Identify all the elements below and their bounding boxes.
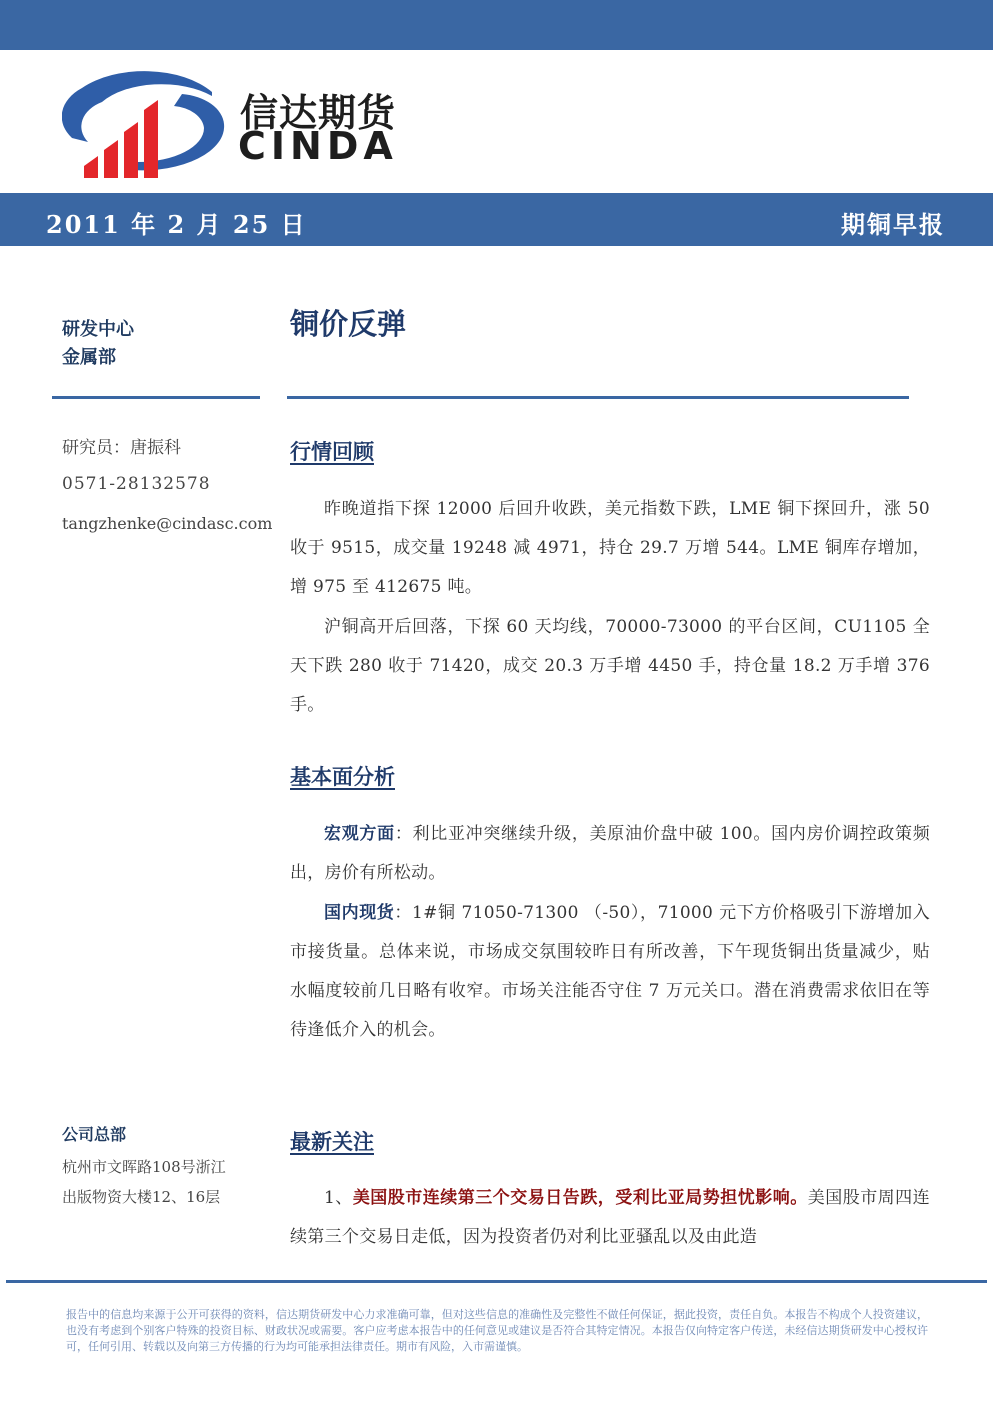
item-text: 美国股市周四连续第三个交易日走低，因为投资者仍对利比亚骚乱以及由此造 [290,1188,930,1247]
spot-label: 国内现货 [324,903,395,923]
headquarters-address [62,1152,226,1212]
cinda-logo [62,66,444,178]
logo-chinese-name: 信达期货 [240,91,397,135]
date-banner-bar [0,193,993,246]
headline-text: 美国股市连续第三个交易日告跌，受利比亚局势担忧影响。 [352,1188,808,1208]
department-line-2: 金属部 [62,347,116,368]
headquarters-title: 公司总部 [62,1125,127,1144]
page-title: 铜价反弹 [290,307,407,341]
market-review-paragraph-1: 昨晚道指下探 12000 后回升收跌，美元指数下跌，LME 铜下探回升，涨 50 收于 9515，成交量 19248 减 4971，持仓 29.7 万增 544。LME 铜库存增加，增 975 至 412675 吨。 [290,499,930,597]
address-line-2: 出版物资大楼12、16层 [62,1188,221,1206]
sidebar-divider [52,396,260,399]
spot-text: ：1#铜 71050-71300 （-50），71000 元下方价格吸引下游增加入市接货量。总体来说，市场成交氛围较昨日有所改善，下午现货铜出货量减少，贴水幅度较前几日略有收窄。市场关注能否守住 7 万元关口。潜在消费需求依旧在等待逢低介入的机会。 [290,903,931,1040]
top-banner-bar [0,0,993,50]
researcher-phone: 0571-28132578 [62,474,211,494]
section-heading-fundamentals: 基本面分析 [290,764,395,789]
logo-english-name: CINDA [238,124,398,168]
item-number: 1、 [324,1188,353,1208]
sidebar-department [62,316,134,372]
market-review-paragraph-2: 沪铜高开后回落，下探 60 天均线，70000-73000 的平台区间，CU1105 全天下跌 280 收于 71420，成交 20.3 万手增 4450 手，持仓量 18.2 万手增 376 手。 [290,617,930,715]
section-heading-market-review: 行情回顾 [290,439,374,464]
disclaimer-text: 报告中的信息均来源于公开可获得的资料，信达期货研发中心力求准确可靠，但对这些信息的准确性及完整性不做任何保证，据此投资，责任自负。本报告不构成个人投资建议，也没有考虑到个别客户特殊的投资目标、财政状况或需要。客户应考虑本报告中的任何意见或建议是否符合其特定情况。本报告仅向特定客户传送，未经信达期货研发中心授权许可，任何引用、转载以及向第三方传播的行为均可能承担法律责任。期市有风险，入市需谨慎。 [66,1308,928,1353]
footer-divider [6,1280,987,1283]
report-type: 期铜早报 [841,210,945,239]
macro-text: ：利比亚冲突继续升级，美原油价盘中破 100。国内房价调控政策频出，房价有所松动。 [290,824,931,883]
macro-label: 宏观方面 [324,824,395,844]
address-line-1: 杭州市文晖路108号浙江 [62,1158,226,1176]
researcher-name: 研究员：唐振科 [62,438,181,458]
section-heading-latest-focus: 最新关注 [290,1129,374,1154]
cinda-logo-mark [62,66,232,178]
researcher-email: tangzhenke@cindasc.com [62,514,273,533]
department-line-1: 研发中心 [62,319,134,340]
fundamentals-macro-paragraph [290,815,930,893]
latest-focus-paragraph-1 [290,1179,930,1257]
fundamentals-spot-paragraph [290,894,930,1050]
main-divider [287,396,909,399]
report-date: 2011 年 2 月 25 日 [46,210,307,239]
